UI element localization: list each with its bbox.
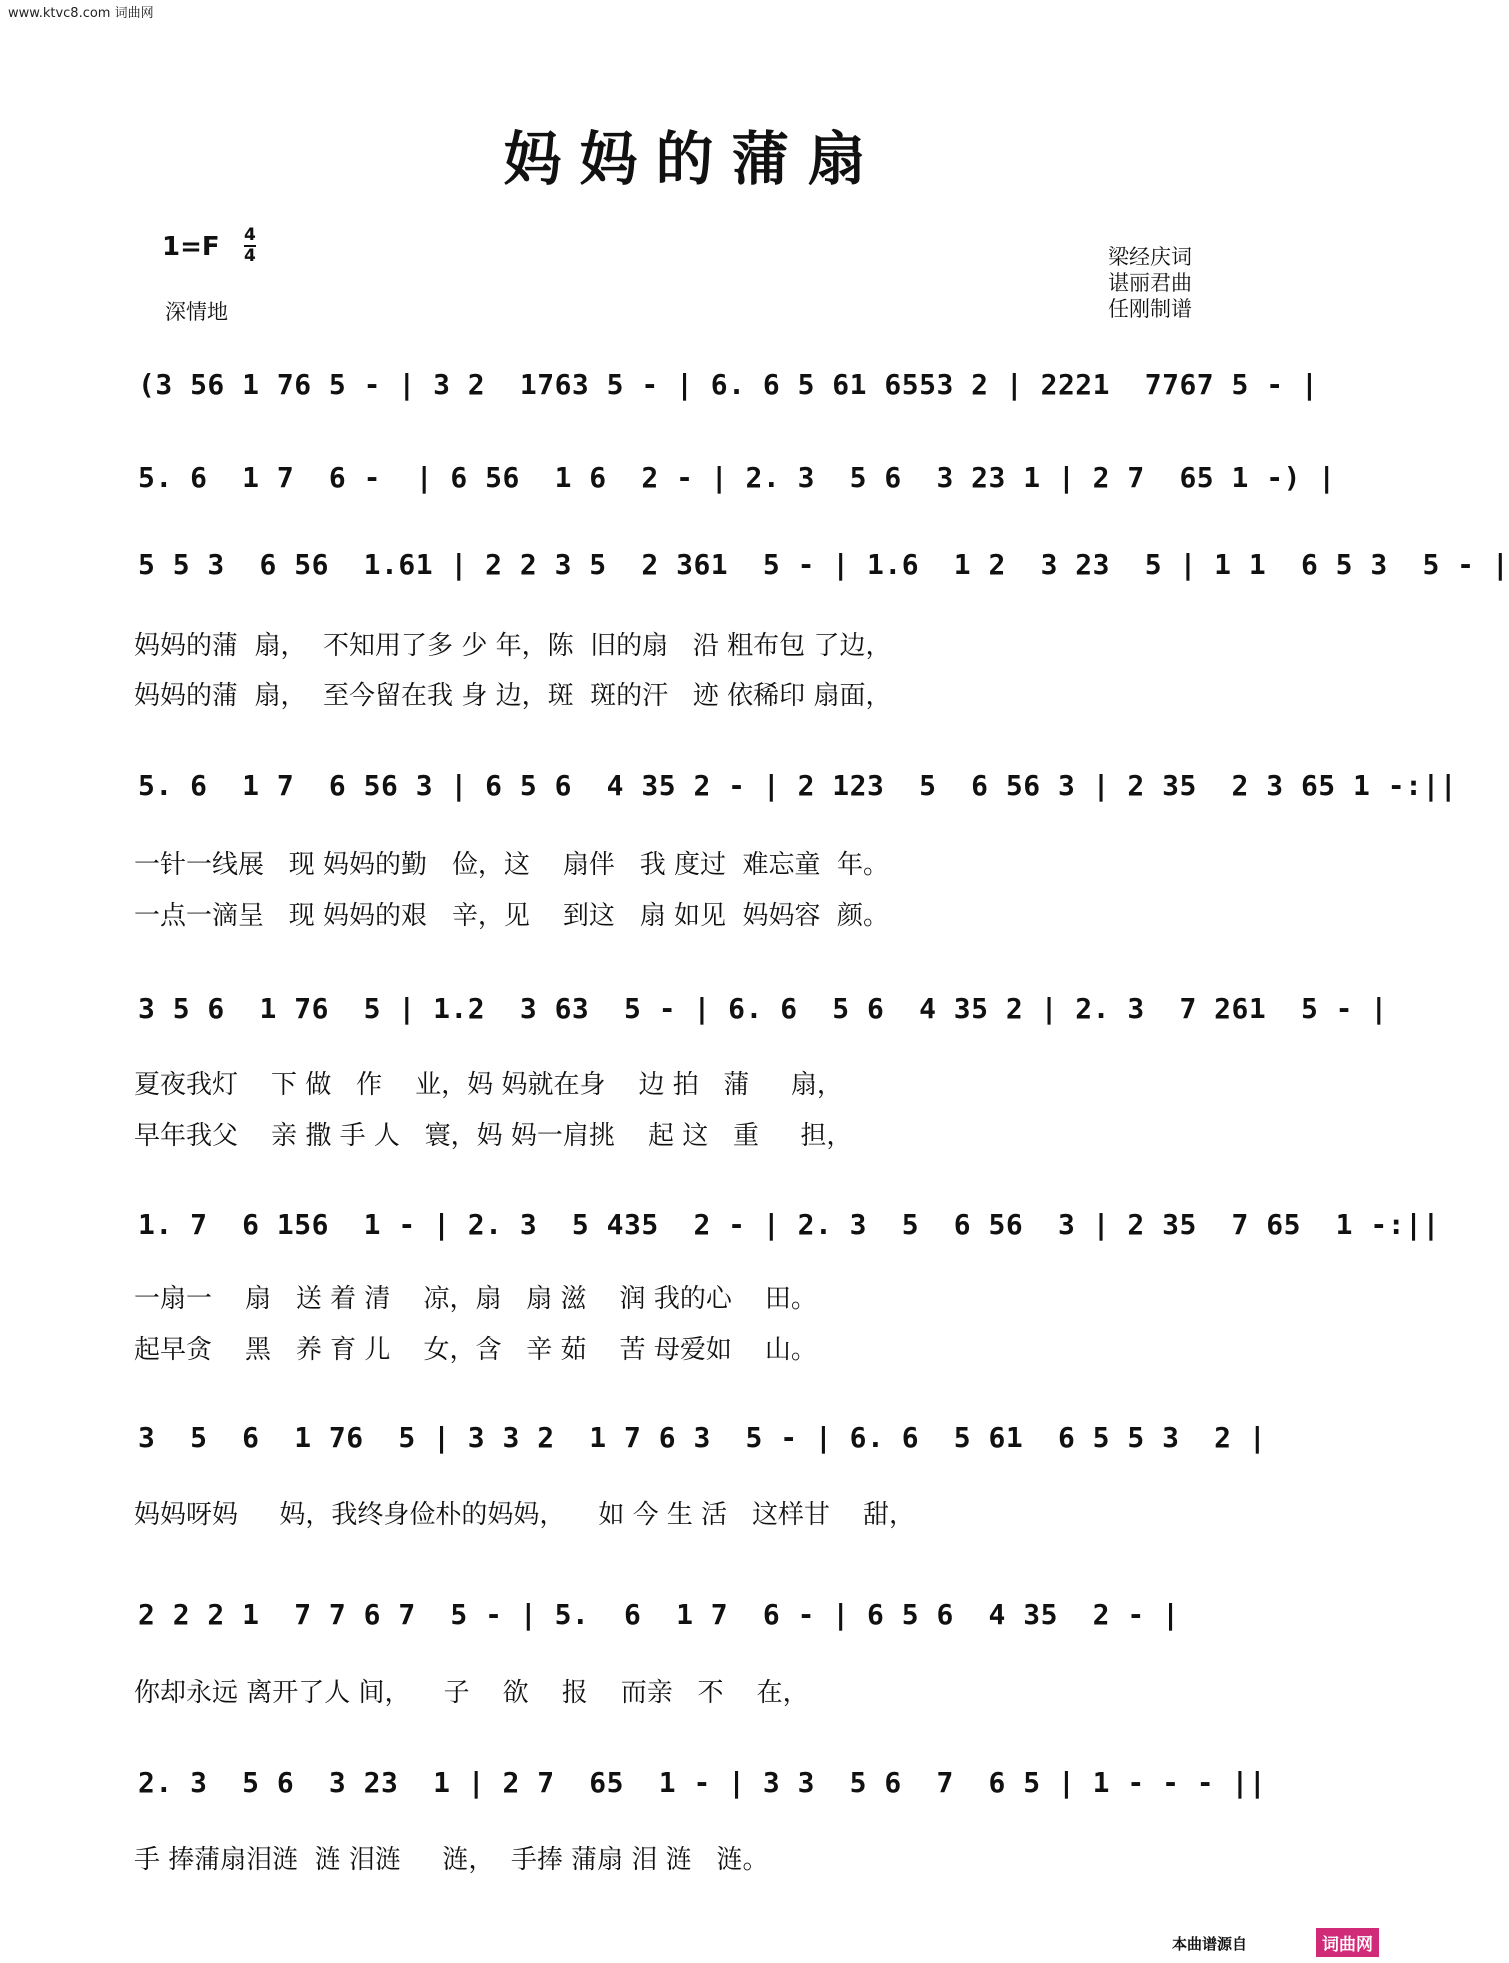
key-signature: 1=F [162, 232, 220, 262]
lyric-line-4-verse-2: 一点一滴呈 现 妈妈的艰 辛，见 到这 扇 如见 妈妈容 颜。 [134, 901, 890, 931]
credit-transcriber: 任刚制谱 [1108, 297, 1192, 321]
page-title: 妈妈的蒲扇 [503, 125, 884, 193]
lyric-line-7: 妈妈呀妈 妈，我终身俭朴的妈妈， 如 今 生 活 这样甘 甜， [134, 1500, 916, 1530]
notation-line-8: 2 2 2 1 7 7 6 7 5 - | 5. 6 1 7 6 - | 6 5 6 4 35 2 - | [138, 1598, 1180, 1631]
notation-line-4: 5. 6 1 7 6 56 3 | 6 5 6 4 35 2 - | 2 123 5 6 56 3 | 2 35 2 3 65 1 -:|| [138, 769, 1458, 802]
notation-line-3: 5 5 3 6 56 1.61 | 2 2 3 5 2 361 5 - | 1.6 1 2 3 23 5 | 1 1 6 5 3 5 - | [138, 548, 1509, 581]
notation-line-6: 1. 7 6 156 1 - | 2. 3 5 435 2 - | 2. 3 5 6 56 3 | 2 35 7 65 1 -:|| [138, 1208, 1440, 1241]
notation-line-9: 2. 3 5 6 3 23 1 | 2 7 65 1 - | 3 3 5 6 7 6 5 | 1 - - - || [138, 1766, 1267, 1799]
notation-line-7: 3 5 6 1 76 5 | 3 3 2 1 7 6 3 5 - | 6. 6 5 61 6 5 5 3 2 | [138, 1421, 1267, 1454]
lyric-line-6-verse-1: 一扇一 扇 送 着 清 凉，扇 扇 滋 润 我的心 田。 [134, 1284, 817, 1314]
time-signature-top: 4 [244, 225, 256, 245]
time-signature [244, 226, 256, 266]
tempo-marking: 深情地 [165, 300, 228, 324]
footer-site-logo[interactable]: 词曲网 [1316, 1928, 1379, 1957]
lyric-line-4-verse-1: 一针一线展 现 妈妈的勤 俭，这 扇伴 我 度过 难忘童 年。 [134, 850, 890, 880]
lyric-line-3-verse-2: 妈妈的蒲 扇， 至今留在我 身 边，斑 斑的汗 迹 依稀印 扇面， [134, 681, 892, 711]
lyric-line-5-verse-1: 夏夜我灯 下 做 作 业，妈 妈就在身 边 拍 蒲 扇， [134, 1070, 843, 1100]
lyric-line-5-verse-2: 早年我父 亲 撒 手 人 寰，妈 妈一肩挑 起 这 重 担， [134, 1121, 853, 1151]
source-url: www.ktvc8.com 词曲网 [8, 6, 154, 21]
notation-line-1: (3 56 1 76 5 - | 3 2 1763 5 - | 6. 6 5 61 6553 2 | 2221 7767 5 - | [138, 368, 1319, 401]
credits [1108, 244, 1192, 322]
lyric-line-8: 你却永远 离开了人 间， 子 欲 报 而亲 不 在， [134, 1678, 809, 1708]
credit-composer: 谌丽君曲 [1108, 271, 1192, 295]
notation-line-2: 5. 6 1 7 6 - | 6 56 1 6 2 - | 2. 3 5 6 3 23 1 | 2 7 65 1 -) | [138, 461, 1336, 494]
notation-line-5: 3 5 6 1 76 5 | 1.2 3 63 5 - | 6. 6 5 6 4 35 2 | 2. 3 7 261 5 - | [138, 992, 1388, 1025]
time-signature-bottom: 4 [244, 246, 256, 266]
lyric-line-3-verse-1: 妈妈的蒲 扇， 不知用了多 少 年，陈 旧的扇 沿 粗布包 了边， [134, 631, 892, 661]
credit-lyricist: 梁经庆词 [1108, 245, 1192, 269]
lyric-line-9: 手 捧蒲扇泪涟 涟 泪涟 涟， 手捧 蒲扇 泪 涟 涟。 [134, 1845, 769, 1875]
footer-source-label: 本曲谱源自 [1172, 1935, 1248, 1953]
lyric-line-6-verse-2: 起早贪 黑 养 育 儿 女，含 辛 茹 苦 母爱如 山。 [134, 1335, 817, 1365]
